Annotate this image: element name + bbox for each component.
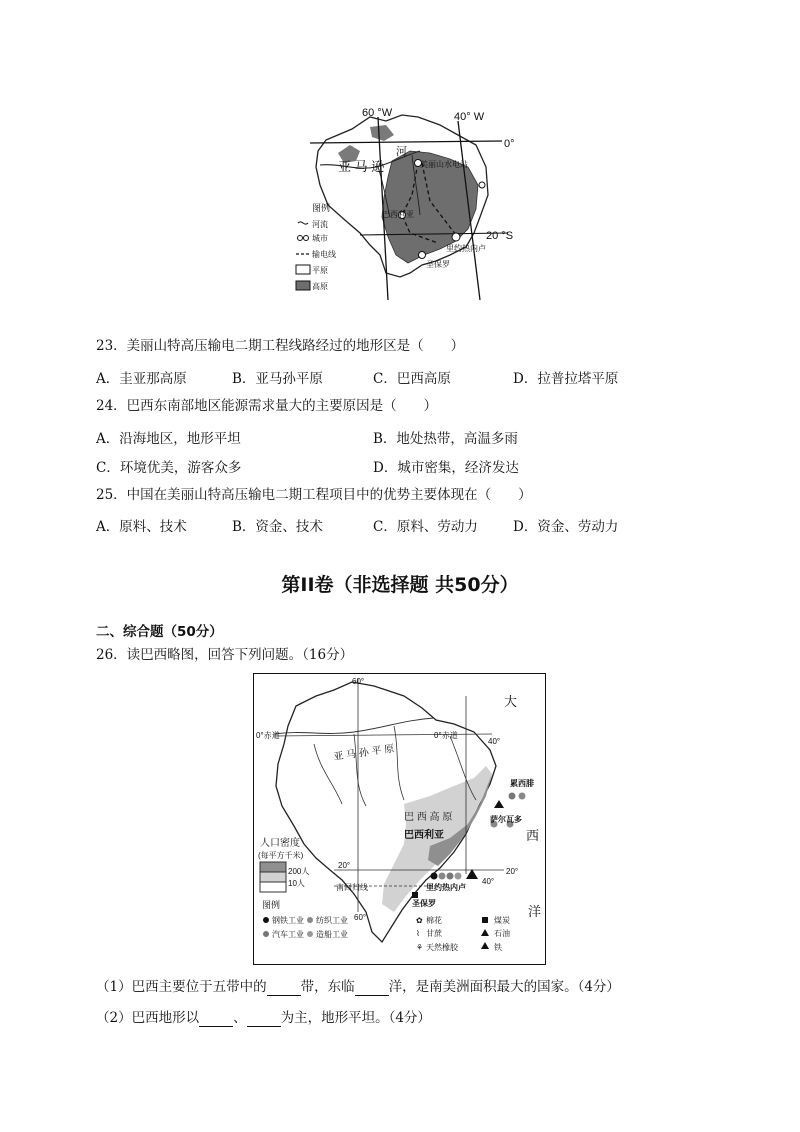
q26-part-1-b: 带，东临 (300, 979, 355, 995)
label-recife: 累西腓 (510, 779, 534, 788)
label-river: 河 (396, 146, 407, 158)
legend-city-icon (298, 236, 303, 241)
legend-coal-icon (482, 917, 488, 923)
density-10: 10人 (288, 879, 305, 888)
label-lon-60-bottom: 60° (354, 913, 367, 922)
map-1-legend (296, 202, 336, 291)
legend-oil: 石油 (494, 929, 510, 938)
q26-part-1-a: （1）巴西主要位于五带中的 (96, 979, 267, 995)
q26-blank-zone[interactable] (267, 981, 301, 996)
label-lon-60: 60° (352, 677, 365, 686)
q26-part-2-a: （2）巴西地形以 (96, 1010, 200, 1026)
legend-plateau: 高原 (312, 282, 328, 291)
legend-ship: 造船工业 (316, 930, 348, 939)
oil-marker (466, 869, 478, 879)
iron-marker (494, 800, 504, 808)
ship-marker (455, 873, 462, 880)
sugar-icon: ⌇ (416, 929, 420, 938)
q23-option-c: C．巴西高原 (373, 371, 451, 387)
q26-part-2-b: 、 (233, 1010, 247, 1026)
legend-plateau-icon (296, 281, 310, 290)
label-40w: 40° W (454, 111, 485, 123)
city-dot-northeast (479, 182, 485, 188)
section-title: 第II卷（非选择题 共50分） (281, 574, 519, 596)
q24-option-a: A．沿海地区，地形平坦 (96, 431, 241, 447)
auto-marker (447, 873, 454, 880)
q24-option-d: D．城市密集，经济发达 (373, 460, 519, 476)
density-title-1: 人口密度 (260, 838, 300, 849)
legend-textile: 纺织工业 (316, 916, 348, 925)
recife-marker (509, 793, 516, 800)
map-2-graphic (254, 674, 544, 963)
legend-city-icon-2 (304, 236, 309, 241)
label-60w: 60 °W (362, 107, 393, 119)
legend-steel-icon (263, 917, 269, 923)
q23-option-a: A．圭亚那高原 (96, 371, 187, 387)
legend-coal: 煤炭 (494, 916, 510, 925)
city-dot-sao-paulo (419, 252, 426, 259)
legend-title: 图例 (262, 900, 281, 910)
legend-steel: 钢铁工业 (272, 916, 304, 925)
textile-marker (439, 873, 446, 880)
q26-part-2-c: 为主，地形平坦。（4分） (280, 1010, 431, 1026)
legend-oil-icon (481, 929, 489, 936)
label-lon-40-bottom: 40° (482, 877, 495, 886)
density-10-swatch (260, 872, 286, 882)
label-brasilia: 巴西利亚 (382, 210, 414, 219)
coal-marker (412, 892, 418, 898)
question-26-stem: 26．读巴西略图，回答下列问题。（16分） (96, 647, 354, 663)
q26-part-1 (96, 978, 620, 996)
label-rio: 里约热内卢 (426, 883, 466, 892)
legend-rubber: 天然橡胶 (426, 943, 458, 952)
density-title-2: (每平方千米) (258, 851, 304, 860)
label-sao-paulo: 圣保罗 (426, 260, 450, 269)
question-25-stem: 25．中国在美丽山特高压输电二期工程项目中的优势主要体现在（ ） (96, 487, 532, 503)
steel-marker (431, 873, 438, 880)
q26-blank-landform-2[interactable] (247, 1012, 281, 1027)
density-low-swatch (260, 882, 286, 892)
q25-option-d: D．资金、劳动力 (513, 519, 619, 535)
legend-city: 城市 (312, 234, 328, 243)
legend-plain: 平原 (312, 266, 328, 275)
label-equator-left: 0°赤道 (256, 731, 280, 740)
label-ocean-1: 大 (504, 694, 518, 709)
q24-option-c: C．环境优美，游客众多 (96, 460, 242, 476)
label-equator-right: 0°赤道 (434, 731, 458, 740)
q25-option-c: C．原料、劳动力 (373, 519, 478, 535)
legend-plain-icon (296, 265, 310, 274)
label-brasilia: 巴西利亚 (404, 830, 444, 841)
q26-blank-landform-1[interactable] (199, 1012, 233, 1027)
label-lat-20-right: 20° (506, 867, 519, 876)
map-1 (290, 105, 520, 300)
legend-auto-icon (263, 931, 269, 937)
density-200: 200人 (288, 867, 310, 876)
legend-river-icon (298, 222, 308, 224)
q23-option-d: D．拉普拉塔平原 (513, 371, 619, 387)
q25-option-a: A．原料、技术 (96, 519, 187, 535)
label-belo-monte: 美丽山水电站 (420, 160, 468, 169)
label-equator: 0° (504, 138, 515, 150)
legend-auto: 汽车工业 (272, 930, 304, 939)
legend-ship-icon (307, 931, 313, 937)
legend-iron-icon (481, 942, 489, 949)
label-salvador: 萨尔瓦多 (490, 815, 522, 824)
label-20s: 20 °S (486, 230, 514, 242)
q26-blank-ocean[interactable] (355, 981, 389, 996)
label-amazon-plain: 亚 马 孙 平 原 (332, 743, 395, 763)
q26-part-2 (96, 1009, 431, 1027)
legend-textile-icon (307, 917, 313, 923)
label-ocean-2: 西 (526, 828, 540, 843)
legend-line: 输电线 (312, 250, 336, 259)
q26-part-1-c: 洋，是南美洲面积最大的国家。（4分） (388, 979, 620, 995)
label-rio: 里约热内卢 (446, 244, 486, 253)
rubber-icon: ⚘ (416, 943, 424, 952)
legend-iron: 铁 (494, 943, 502, 952)
label-amazon: 亚 马 逊 (338, 159, 385, 174)
legend-river: 河流 (312, 220, 328, 229)
label-lon-40: 40° (488, 737, 501, 746)
recife-marker-2 (519, 793, 526, 800)
label-ocean-3: 洋 (528, 904, 542, 919)
label-brazil-plateau: 巴 西 高 原 (404, 812, 453, 823)
label-tropic: 南回归线 (336, 883, 368, 892)
q23-option-b: B．亚马孙平原 (232, 371, 323, 387)
legend-cotton: 棉花 (426, 916, 442, 925)
city-dot-rio (452, 233, 460, 241)
label-lat-20-left: 20° (338, 861, 351, 870)
q24-option-b: B．地处热带，高温多雨 (373, 431, 518, 447)
map-1-graphic (290, 105, 520, 300)
density-200-swatch (260, 862, 286, 872)
cotton-icon: ✿ (416, 916, 423, 925)
map-2 (253, 673, 546, 965)
question-24-stem: 24．巴西东南部地区能源需求量大的主要原因是（ ） (96, 398, 438, 414)
question-23-stem: 23．美丽山特高压输电二期工程线路经过的地形区是（ ） (96, 338, 465, 354)
section-heading: 二、综合题（50分） (96, 624, 223, 640)
density-legend (258, 836, 309, 892)
legend-sugar: 甘蔗 (426, 929, 442, 938)
label-sao-paulo: 圣保罗 (412, 899, 436, 908)
q25-option-b: B．资金、技术 (232, 519, 323, 535)
legend-title: 图例 (312, 203, 331, 213)
